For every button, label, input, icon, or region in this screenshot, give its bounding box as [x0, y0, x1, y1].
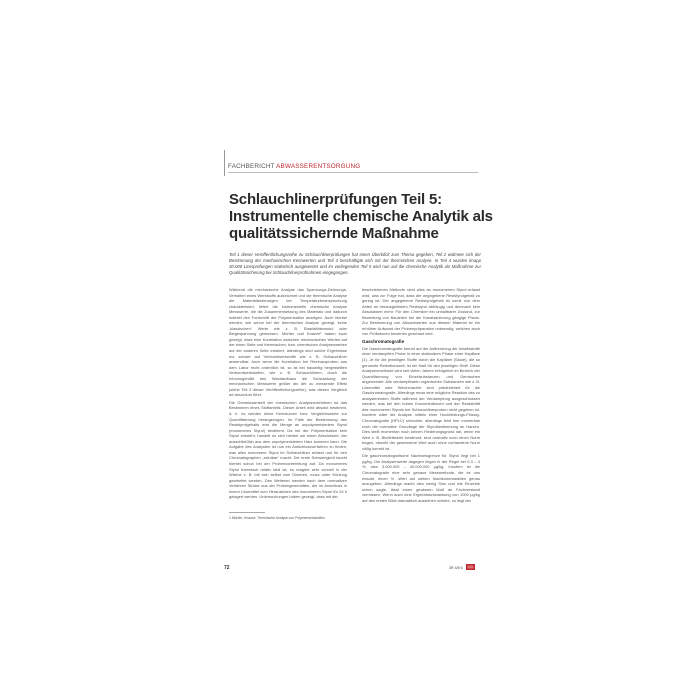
- footnote-rule: [229, 512, 265, 513]
- category-topic: ABWASSERENTSORGUNG: [276, 163, 361, 170]
- category-header: [228, 163, 360, 170]
- body-paragraph: Die gaschromatografische Nachweisgrenze für Styrol liegt bei 1 µg/kg. Die Analysenwerte dagegen liegen in der Regel bei 0,3 – 4 %, also 3.000.000 – 40.000.000 µg/kg. Insofern ist die Chromatografie eine sehr genaue Messmethode, die es uns erlaubt, einen % -Wert auf sieben Nachkommastellen genau anzugeben. Allerdings macht dies wenig Sinn und wie Einzelne schon sagte, lässt einen gewissen Maß an Fachverstand vermissen. Wenn auch eine Ergebnisschwankung von 1000 µg/kg auf den ersten Blick dramatisch aussiehen scheint, so liegt der: [362, 453, 480, 503]
- body-paragraph: beschriebenen Methode nicht alles an monomerem Styrol erfasst wird, was zur Folge hat, dass der angegebene Reststyrolgehalt zu gering ist. Der angegebene Reststyrolgehalt ist somit von dem Anteil an herausgelöstem Reststyrol abhängig und demnach kein Absolutwert mehr. Für den Chemiker ein unhaltbarer Zustand, zur Bewertung von Bauteilen bei der Kanalsanierung gängige Praxis. Zur Bestimmung von Absolutwerten aus diesem Material ist ein erhöhter Aufwand der Probenpräparation notwendig, welchen auch von Prüflaboren bewerten geschaut wird.: [362, 287, 480, 337]
- text-column-left: [229, 287, 347, 500]
- category-rule: [228, 172, 478, 173]
- body-paragraph: Während die mechanische Analyse das Spannungs-Dehnungs-Verhalten eines Werkstoffs aufzeichnet und die thermische Analyse die Materialänderungen bei Temperaturbeanspruchung charakterisiert, liefert die instrumentelle chemische Analyse Messwerte, die die Zusammensetzung des Materials und dadurch indirekt den Fortschritt der Polymerisation anzeigen. Auch hierbei werden, wie schon bei der thermischen Analyse gezeigt, keine „klassischen“ Werte wie z. B. Elastizitätsmodul oder Biegespannung gemessen. Mörtler und Knazze¹ haben zwar gezeigt, dass eine Korrelation zwischen mechanischen Werten auf der einen Seite und thermischen, bzw. chemischen Analysenwerten auf der anderen Seite existiert, allerdings sind solche Ergebnisse nur schwer auf Verbundwerkstoffe wie z. B. Schlauchliner anwendbar. Auch wenn die Korrelation bei Reinharzproben aus dem Labor recht ordentlich ist, so ist bei baustelig hergestellten Verbundwerkstoffen, wie z. B. Schlauchlinern, durch die Inhomogenität des Wandaufbaus die Schwankung der mechanischen Messwerte größer als der zu messende Effekt (siehe Teil 3 dieser Veröffentlichungsreihe), was diesen Vergleich ad absurdum führt.: [229, 287, 347, 398]
- body-paragraph: Die Gaschromatografie beruht auf der Auftrennung der Inhaltsstoffe einer verdampften Probe in einer stationären Phase einer Kapillare (1). Je für die jeweiligen Stoffe durch die Kapillare (Säule), die so genannte Retentionszeit, ist ein Maß für den jeweiligen Stoff. Diese Analysenmethode wird seit vielen Jahren erfolgreich im Bereich der Quantifizierung von Einzelsubstanzen und Gemischen angewendet. Alle verdampfbaren organischen Substanzen wie z. B. Lösemittel oder Weichmacher sind prädestiniert für die Gaschromatografie. Allerdings muss eine mögliche Reaktion des zu analysierenden Stoffs während der Verdampfung ausgeschlossen werden, was bei den hohen Konzentrationen und der Reaktivität des monomeren Styrols bei Schlauchlinerproben nicht gegeben ist. Insofern wäre die Analyse mittels einer Hochleistungs-Flüssig-Chromatografie (HPLC) sinnvoller, allerdings fehlt hier momentan noch die normative Grundlage der Styrolbestimmung an Harzen. Dies stellt momentan noch keinen Hinderungsgrund dar, wenn ein Wert z. B. Blutfettwerte bestimmt, sind normativ noch einen Norm fragen, obwohl der gemessene Wert auch ohne vorhandene Norm völlig korrekt ist.: [362, 345, 480, 451]
- footnote: 1 Mörtler, Knazze: Thermische Analyse von Polymerwerkstoffen: [229, 516, 325, 520]
- title-line: qualitätssichernde Maßnahme: [229, 225, 439, 242]
- title-line: Instrumentelle chemische Analytik als: [229, 208, 493, 225]
- journal-folio: 3R 4/5 6: [449, 566, 463, 570]
- category-prefix: FACHBERICHT: [228, 163, 275, 170]
- category-marker: [224, 150, 225, 176]
- section-heading: Gaschromatografie: [362, 338, 405, 344]
- article-title: [229, 191, 499, 242]
- page-number: 72: [224, 565, 230, 571]
- body-paragraph: Die Gemeinsamkeit der chemischen Analysenverfahren ist das Bestimmen eines Stoffanteils. Dieser Anteil wird absolut bestimmt, d. h. es werden keine Kennkurven bzw. Vergleichswerte zur Quantifizierung herangezogen. Im Falle der Bestimmung des Reststyrolgehalts wird die Menge an unpolymerisiertem Styrol (monomeres Styrol) bestimmt. Da bei der Polymerisation kein Styrol entsteht, handelt es sich hierbei um einen Absolutwert, der ausschließlich aus dem unpolymerisierten Harz kommen kann. Die Aufgabe des Analysten ist nun ein Aufschlussverfahren zu finden, was alles monomere Styrol im Schlauchliner erfasst und für den Chromatographen „sichtbar“ macht. Die erste Schwierigkeit taucht hierbei schon bei der Probenvorbereitung auf. Da monomeres Styrol thermisch relativ labil ist, es reagiert sehr schnell in der Wärme z. B. mit sich selbst zum Dimeren, muss unter Kühlung gearbeitet werden. Des Weiteren werden nach dem normativen Verfahren Stücke aus der Probengeschnitten, die im Anschluss in einem Lösemittel zum Herauslösen des monomeren Styrol für 24 h gelagert werden. Untersuchungen haben gezeigt, dass mit der: [229, 399, 347, 500]
- title-line: Schlauchlinerprüfungen Teil 5:: [229, 191, 442, 208]
- article-lead: Teil 1 dieser Veröffentlichungsreihe zu Schlauchlinerprüfungen hat einen Überblick zum Thema gegeben, Teil 2 widmete sich der Bestimmung der mechanischen Kennwerten und Teil 3 beschäftigte sich mit der thermischen Analyse. In Teil 4 wurden knapp 30.000 Linerprüfungen statistisch ausgewertet und im vorliegenden Teil 5 wird nun auf die chemische Analytik als Maßnahme zur Qualitätssicherung bei Schlauchlinerprüfnahmen eingegangen.: [229, 252, 481, 276]
- text-column-right: [362, 287, 480, 547]
- journal-logo-icon: [466, 564, 475, 570]
